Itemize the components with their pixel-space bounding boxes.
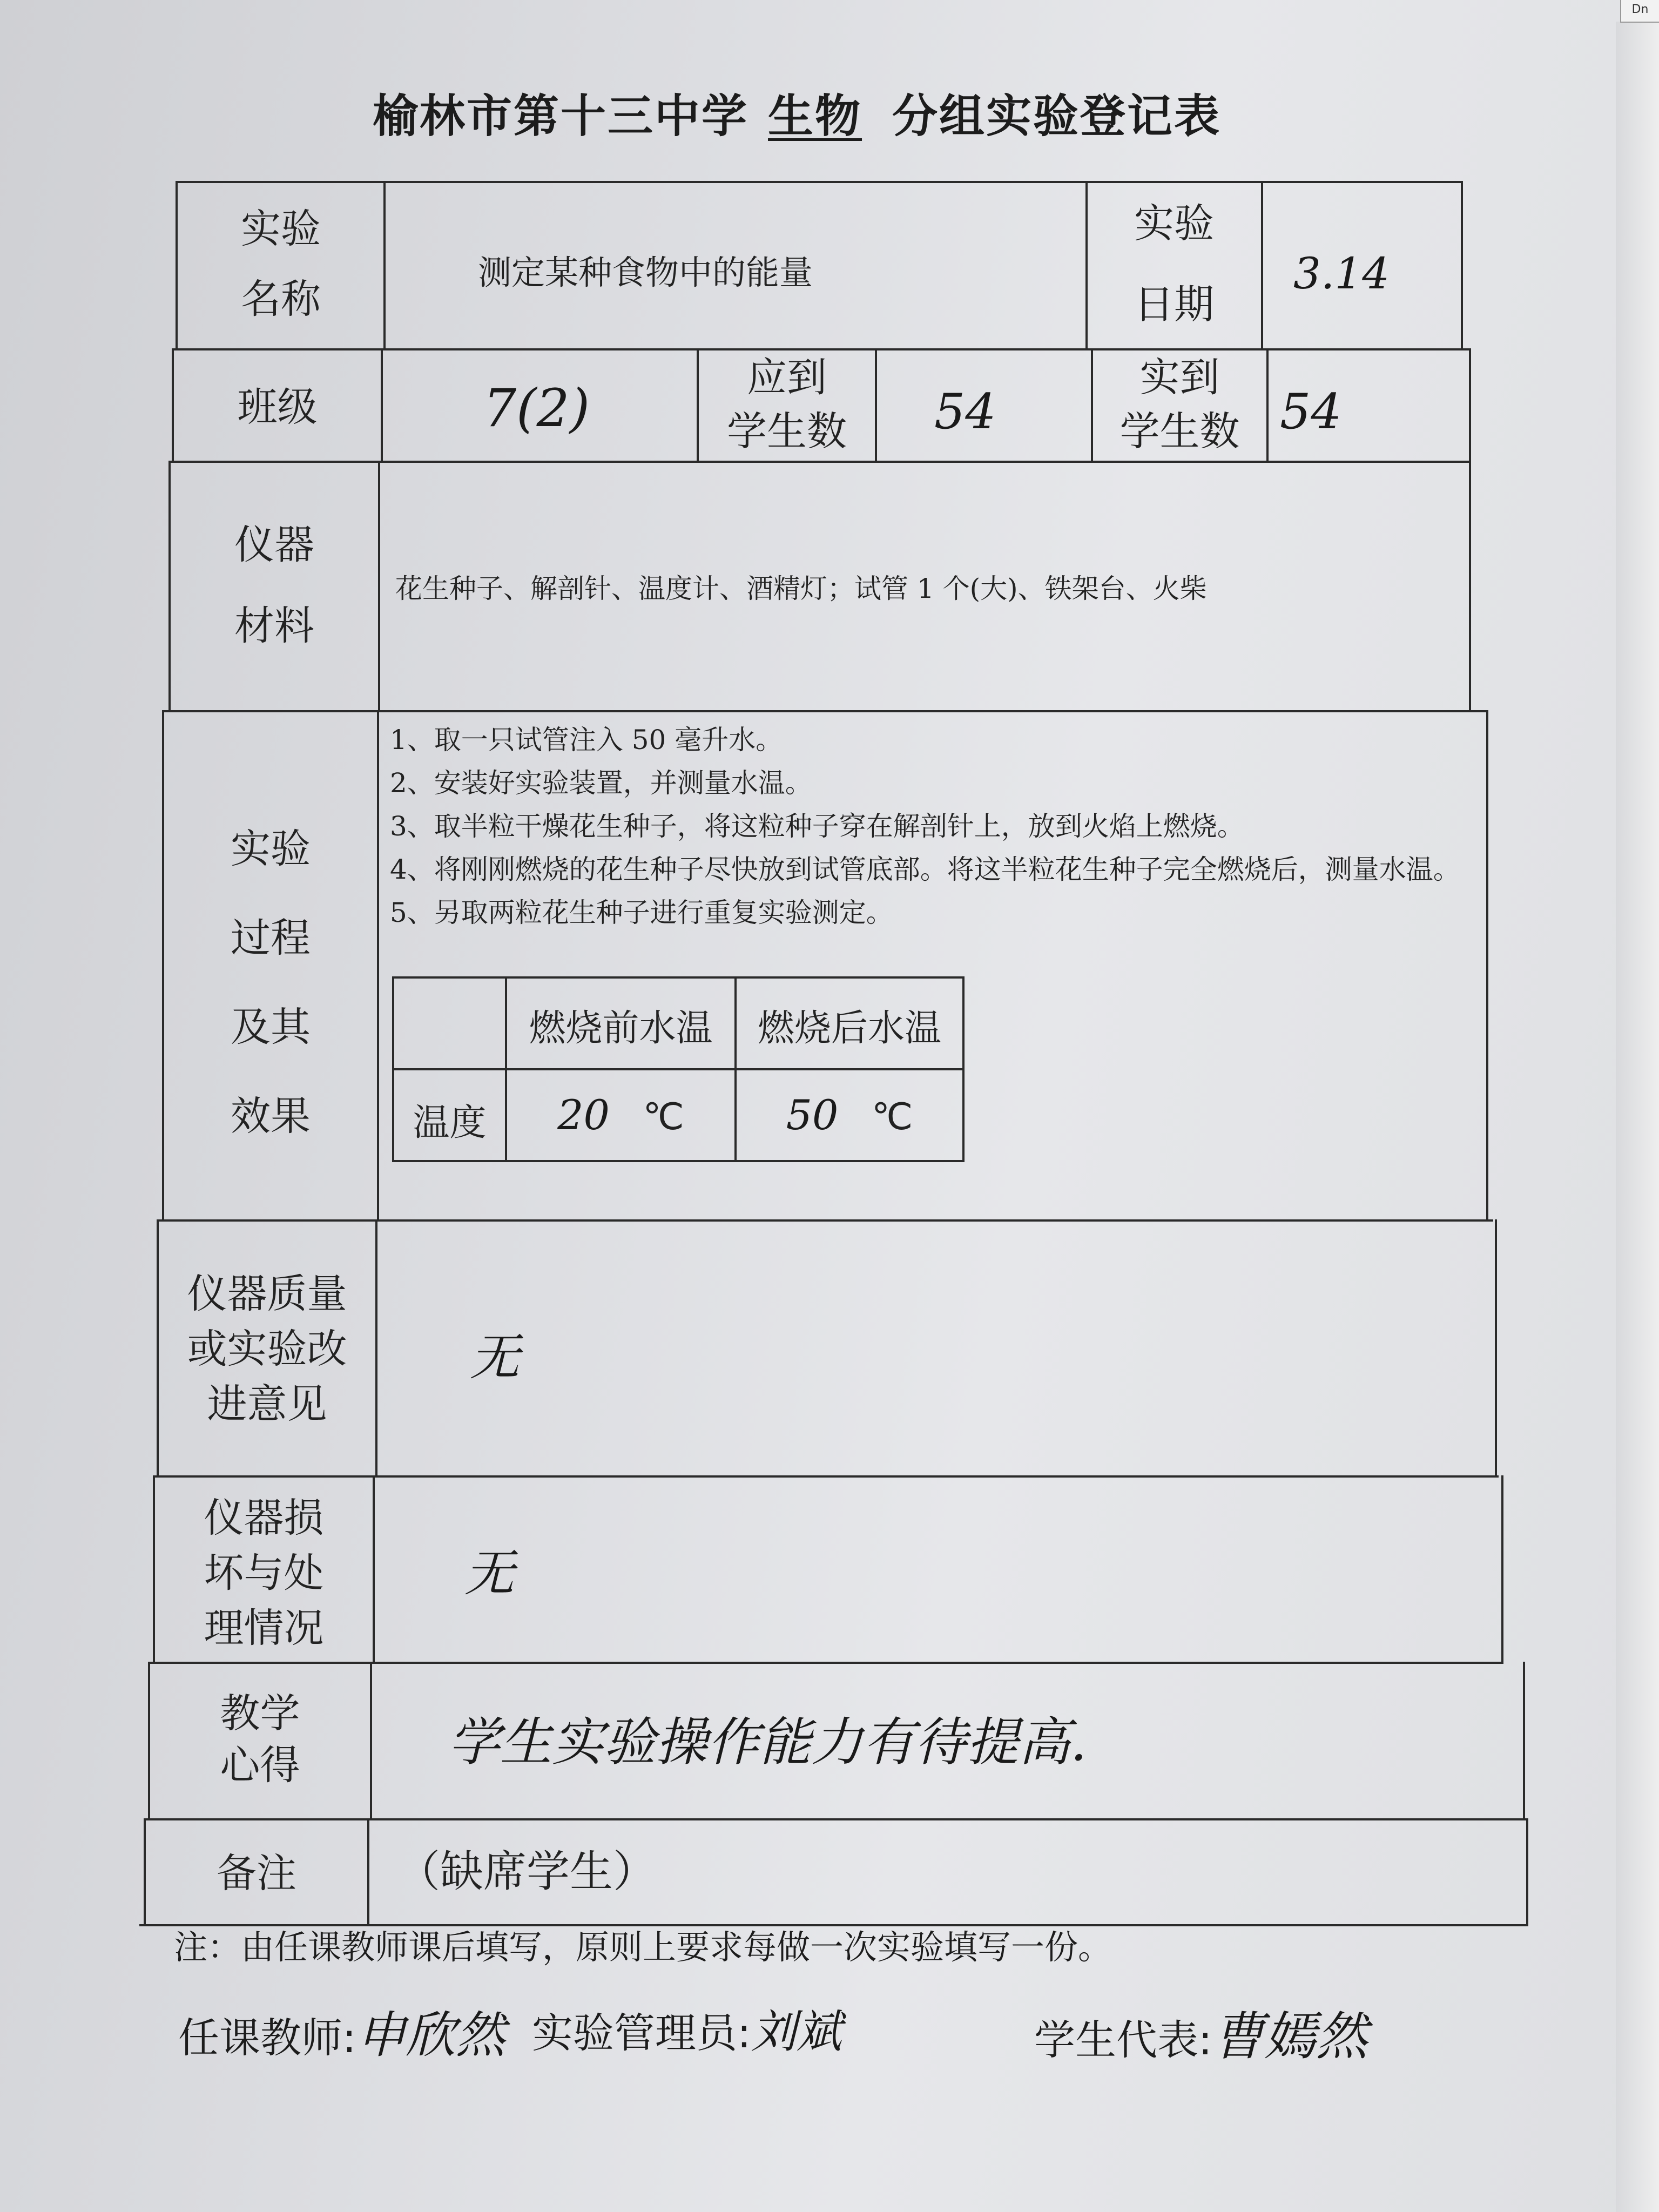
label-process (164, 805, 377, 1161)
label-text: 坏与处 (204, 1550, 324, 1596)
table-line (157, 1219, 1493, 1222)
temp-unit: ℃ (643, 1096, 684, 1138)
temp-before-value: 20 (557, 1091, 610, 1139)
table-line (1469, 348, 1471, 461)
temp-header-before: 燃烧前水温 (529, 1007, 713, 1050)
table-line (162, 710, 1486, 712)
table-line (1523, 1662, 1525, 1818)
table-line (1501, 1475, 1503, 1662)
process-step: 4、将刚刚燃烧的花生种子尽快放到试管底部。将这半粒花生种子完全燃烧后，测量水温。 (390, 854, 1460, 885)
title-prefix: 榆林市第十三中学 (373, 89, 749, 143)
label-quality-opinion (159, 1266, 375, 1432)
label-text: 日期 (1134, 281, 1214, 328)
label-damage-handling (155, 1491, 373, 1656)
corner-tab: Dn (1620, 0, 1659, 23)
label-text: 实到 (1139, 354, 1220, 401)
admin-signature-line (532, 1995, 842, 2061)
table-line (378, 461, 380, 710)
table-line (172, 348, 1471, 350)
temp-unit: ℃ (871, 1096, 913, 1138)
label-remarks: 备注 (217, 1850, 296, 1897)
label-text: 学生数 (727, 408, 847, 455)
table-line (1495, 1219, 1497, 1475)
label-actual-count (1093, 351, 1266, 459)
table-line (370, 1662, 372, 1818)
table-line (392, 1068, 965, 1070)
teacher-signature-line (178, 1995, 505, 2067)
student-signature: 曹嫣然 (1212, 2006, 1368, 2067)
table-line (377, 710, 379, 1219)
table-line (375, 1219, 377, 1475)
label-expected-count (699, 351, 875, 459)
admin-label: 实验管理员: (532, 2009, 751, 2057)
table-line (392, 976, 965, 979)
table-line (367, 1818, 369, 1924)
experiment-name-value: 测定某种食物中的能量 (478, 253, 813, 292)
temp-after-cell (737, 1091, 962, 1139)
label-reflection (150, 1688, 370, 1791)
class-value: 7(2) (483, 378, 590, 439)
actual-count-value: 54 (1280, 383, 1342, 440)
title-suffix: 分组实验登记表 (892, 89, 1222, 143)
student-signature-line (1034, 1995, 1368, 2069)
damage-handling-value: 无 (464, 1545, 515, 1602)
admin-signature: 刘斌 (751, 2005, 842, 2058)
temp-row-label: 温度 (413, 1102, 487, 1144)
temp-before-cell (507, 1091, 734, 1139)
table-line (1526, 1818, 1528, 1924)
remarks-value: （缺席学生） (397, 1846, 656, 1897)
label-equipment (171, 518, 378, 653)
teacher-signature: 申欣然 (356, 2006, 505, 2064)
label-text: 进意见 (207, 1381, 327, 1427)
label-text: 过程 (231, 915, 311, 961)
label-text: 及其 (231, 1004, 311, 1050)
table-line (381, 348, 383, 461)
label-text: 心得 (220, 1742, 300, 1789)
table-line (392, 1160, 965, 1162)
footer-note: 注：由任课教师课后填写，原则上要求每做一次实验填写一份。 (174, 1927, 1112, 1967)
table-line (1461, 181, 1463, 348)
table-line (1261, 181, 1263, 348)
process-step: 5、另取两粒花生种子进行重复实验测定。 (390, 897, 893, 928)
label-text: 或实验改 (187, 1326, 347, 1372)
table-line (1266, 348, 1269, 461)
table-line (875, 348, 877, 461)
label-text: 仪器损 (204, 1495, 324, 1541)
student-label: 学生代表: (1034, 2016, 1212, 2064)
label-text: 理情况 (204, 1605, 324, 1651)
temp-header-after: 燃烧后水温 (757, 1007, 941, 1050)
label-text: 仪器质量 (187, 1271, 347, 1317)
label-text: 名称 (241, 275, 321, 322)
teacher-label: 任课教师: (178, 2014, 356, 2062)
process-steps (390, 718, 1492, 934)
title-subject: 生物 (768, 89, 862, 143)
temp-after-value: 50 (786, 1091, 839, 1139)
label-class: 班级 (237, 384, 318, 430)
table-line (144, 1818, 1527, 1820)
label-text: 材料 (234, 602, 314, 649)
label-text: 实验 (1134, 200, 1214, 247)
table-line (176, 181, 1461, 183)
label-text: 学生数 (1120, 408, 1240, 455)
table-line (962, 976, 965, 1162)
process-step: 2、安装好实验装置，并测量水温。 (390, 767, 812, 799)
process-step: 3、取半粒干燥花生种子，将这粒种子穿在解剖针上，放到火焰上燃烧。 (390, 811, 1244, 842)
table-line (373, 1475, 375, 1662)
label-text: 效果 (231, 1093, 311, 1139)
experiment-date-value: 3.14 (1293, 248, 1390, 299)
label-text: 应到 (747, 354, 827, 401)
table-line (176, 181, 178, 348)
label-experiment-date (1088, 197, 1260, 332)
label-text: 实验 (241, 206, 321, 252)
process-step: 1、取一只试管注入 50 毫升水。 (390, 724, 783, 756)
reflection-value: 学生实验操作能力有待提高. (448, 1712, 1087, 1772)
table-line (168, 461, 1469, 463)
table-line (383, 181, 386, 348)
label-text: 教学 (220, 1690, 300, 1737)
table-line (153, 1475, 1499, 1478)
label-text: 仪器 (234, 522, 314, 568)
quality-opinion-value: 无 (470, 1328, 520, 1386)
expected-count-value: 54 (934, 383, 996, 440)
label-text: 实验 (231, 826, 311, 872)
label-experiment-name (178, 203, 383, 327)
equipment-value: 花生种子、解剖针、温度计、酒精灯；试管 1 个(大)、铁架台、火柴 (395, 573, 1207, 604)
table-line (1469, 461, 1471, 710)
table-line (148, 1662, 1503, 1664)
